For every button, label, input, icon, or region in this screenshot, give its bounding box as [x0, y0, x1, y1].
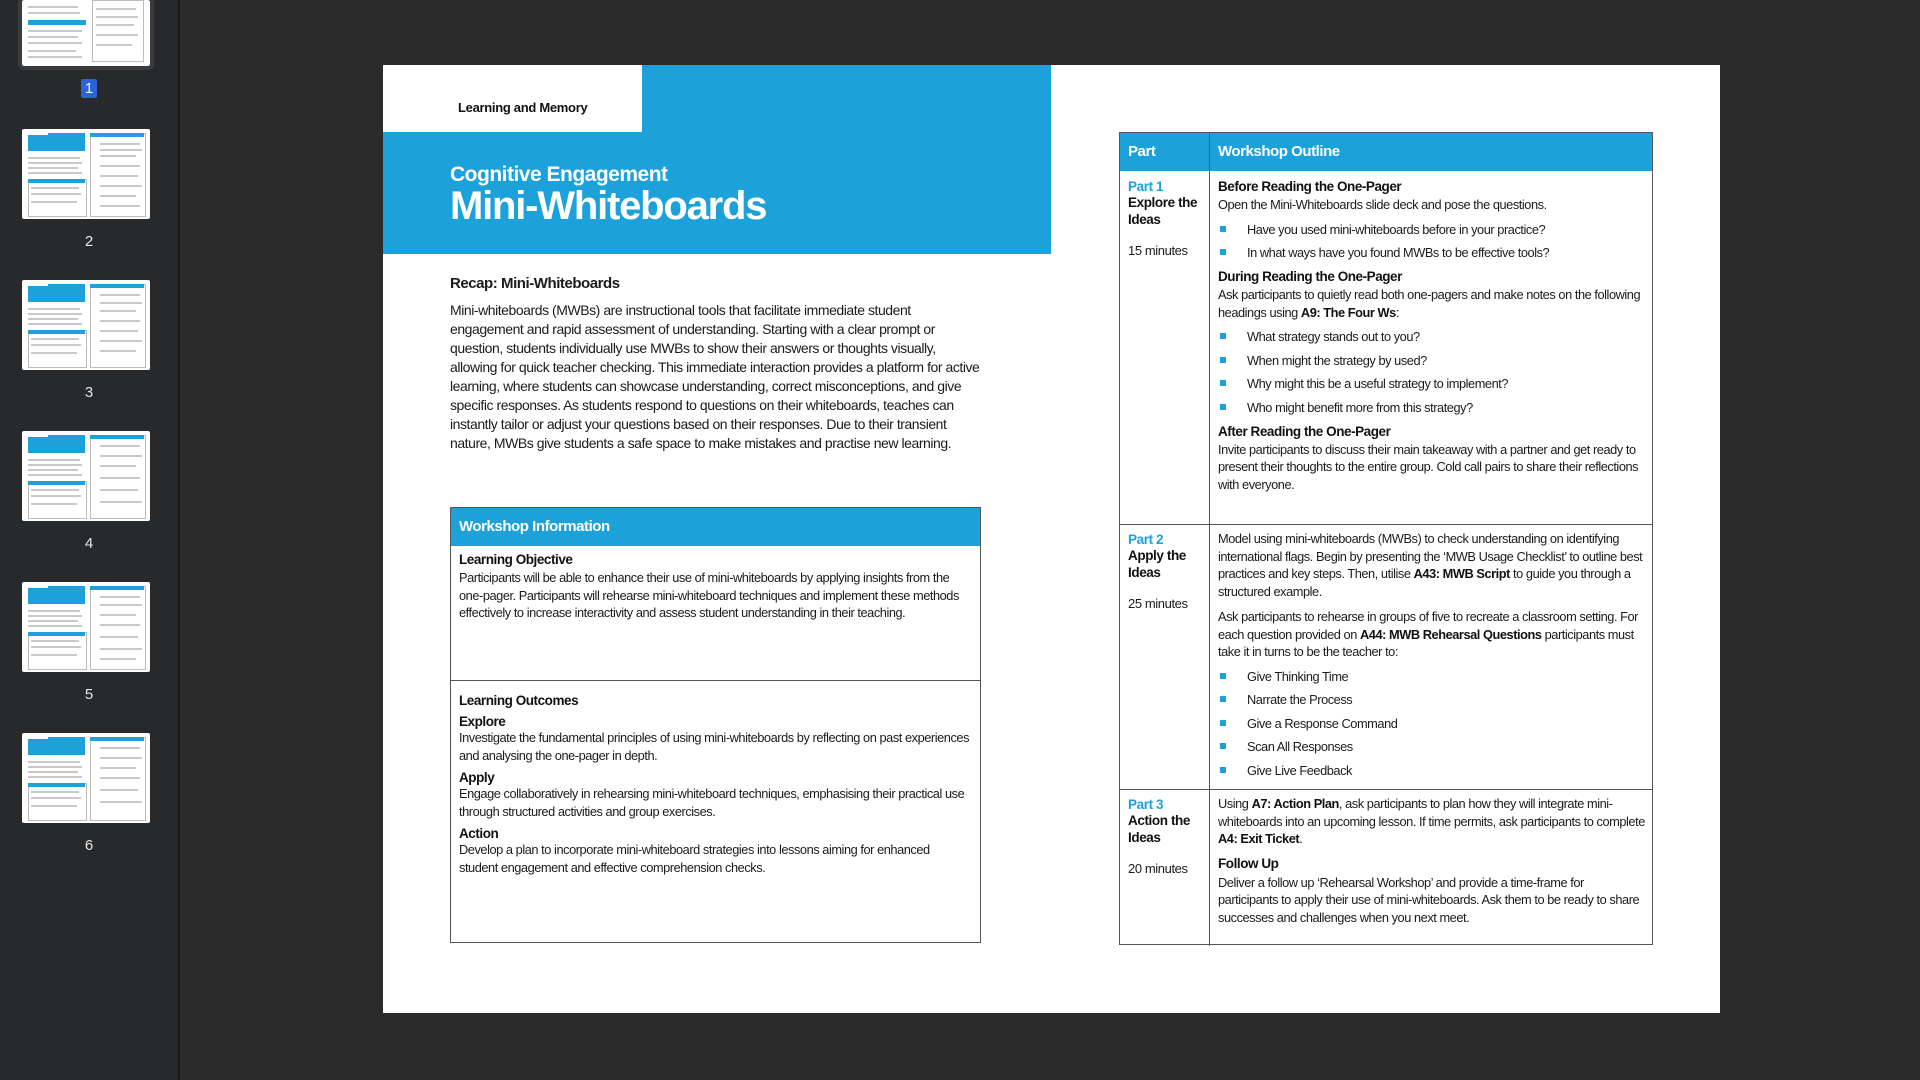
thumbnail-sidebar[interactable]: [0, 0, 180, 1080]
header-banner: [383, 65, 1051, 254]
thumbnail-image[interactable]: [22, 431, 150, 521]
thumbnail-image[interactable]: [22, 733, 150, 823]
before-reading-list: [1218, 221, 1646, 262]
after-reading-heading: After Reading the One-Pager: [1218, 423, 1391, 439]
learning-objective-heading: Learning Objective: [459, 552, 573, 567]
part-2-list: [1218, 668, 1646, 779]
list-item: Why might this be a useful strategy to implement?: [1218, 375, 1646, 392]
part-1-time: 15 minutes: [1128, 243, 1188, 258]
list-item: Give Thinking Time: [1218, 668, 1646, 685]
thumbnail-image[interactable]: [22, 129, 150, 219]
part-2-name: Apply the Ideas: [1128, 548, 1186, 580]
part-2-cell: [1128, 532, 1206, 611]
during-reading-list: [1218, 328, 1646, 416]
thumbnail-image[interactable]: [22, 582, 150, 672]
recap-heading: Recap: Mini-Whiteboards: [450, 275, 620, 292]
apply-body: Engage collaboratively in rehearsing mini-whiteboard techniques, emphasising their practical use through structured activities and group exercises.: [459, 786, 965, 819]
list-item: Give a Response Command: [1218, 715, 1646, 732]
row-divider: [1120, 524, 1652, 525]
part-2-outline: [1218, 530, 1646, 785]
after-reading-body: Invite participants to discuss their main takeaway with a partner and get ready to present their thoughts to the entire group. Cold call pairs to share their reflections with everyone.: [1218, 441, 1639, 492]
list-item: When might the strategy by used?: [1218, 352, 1646, 369]
learning-outcomes-heading: Learning Outcomes: [459, 693, 579, 708]
before-reading-heading: Before Reading the One-Pager: [1218, 179, 1402, 194]
thumbnail-page-number: 2: [84, 233, 94, 250]
workshop-info-box: [450, 507, 981, 943]
list-item: Give Live Feedback: [1218, 762, 1646, 779]
row-divider: [1120, 789, 1652, 790]
list-item: Have you used mini-whiteboards before in your practice?: [1218, 221, 1646, 238]
thumbnail-page-number: 1: [0, 80, 178, 97]
thumbnail-page-number: 6: [84, 837, 94, 854]
part-1-cell: [1128, 179, 1206, 258]
part-1-outline: [1218, 179, 1646, 493]
action-heading: Action: [459, 826, 499, 841]
part-2-label: Part 2: [1128, 532, 1164, 547]
part-1-name: Explore the Ideas: [1128, 195, 1198, 227]
list-item: In what ways have you found MWBs to be effective tools?: [1218, 244, 1646, 261]
workshop-outline-table: [1119, 132, 1653, 945]
info-divider: [451, 680, 980, 681]
during-reading-heading: During Reading the One-Pager: [1218, 269, 1402, 284]
thumbnail-image[interactable]: [22, 0, 150, 66]
explore-body: Investigate the fundamental principles of using mini-whiteboards by reflecting on past experiences and analysing the one-pager in depth.: [459, 730, 970, 763]
part-3-cell: [1128, 797, 1206, 876]
thumbnail-page-number: 4: [84, 535, 94, 552]
part-2-paragraph-1: Model using mini-whiteboards (MWBs) to check understanding on identifying international flags. Begin by presenting the ‘MWB Usage Checklist’ to outline best practices and key steps. Then, utilise A43: MWB Script to guide you through a structured example.: [1218, 531, 1643, 599]
part-1-label: Part 1: [1128, 179, 1164, 194]
outline-header-row: [1120, 133, 1652, 171]
col-outline-header: Workshop Outline: [1218, 143, 1340, 160]
part-3-label: Part 3: [1128, 797, 1164, 812]
part-2-time: 25 minutes: [1128, 596, 1188, 611]
thumbnail-image[interactable]: [22, 280, 150, 370]
list-item: Narrate the Process: [1218, 691, 1646, 708]
list-item: Who might benefit more from this strategy?: [1218, 399, 1646, 416]
part-3-time: 20 minutes: [1128, 861, 1188, 876]
col-part-header: Part: [1128, 143, 1156, 160]
header-tab: [383, 65, 642, 132]
recap-body: Mini-whiteboards (MWBs) are instructional tools that facilitate immediate student engagement and rapid assessment of understanding. Starting with a clear prompt or question, students individually use MWBs to show their answers or thoughts visually, allowing for quick teacher checking. This immediate interaction provides a platform for active learning, where students can showcase understanding, correct misconceptions, and give specific responses. As students respond to questions on their whiteboards, teaches can instantly tailor or adjust your questions based on their responses. Due to their transient nature, MWBs give students a safe space to make mistakes and practise new learning.: [450, 302, 980, 451]
document-page: [383, 65, 1720, 1013]
action-body: Develop a plan to incorporate mini-whiteboard strategies into lessons aiming for enhanced student engagement and effective comprehension checks.: [459, 842, 930, 875]
list-item: Scan All Responses: [1218, 738, 1646, 755]
list-item: What strategy stands out to you?: [1218, 328, 1646, 345]
explore-heading: Explore: [459, 714, 506, 729]
column-divider: [1209, 133, 1210, 946]
follow-up-body: Deliver a follow up ‘Rehearsal Workshop’ and provide a time-frame for participants to apply their use of mini-whiteboards. Ask them to be ready to share successes and challenges when you next meet.: [1218, 874, 1640, 925]
learning-objective-section: [459, 552, 971, 622]
doc-subtitle: Cognitive Engagement: [450, 163, 668, 186]
workshop-info-header: Workshop Information: [451, 508, 980, 546]
during-reading-body: Ask participants to quietly read both one-pagers and make notes on the following headings using A9: The Four Ws:: [1218, 287, 1641, 320]
apply-heading: Apply: [459, 770, 495, 785]
thumbnail-page-number: 5: [84, 686, 94, 703]
follow-up-heading: Follow Up: [1218, 855, 1279, 871]
doc-category: Learning and Memory: [458, 100, 588, 115]
part-3-outline: [1218, 795, 1646, 926]
learning-objective-body: Participants will be able to enhance their use of mini-whiteboards by applying insights from the one-pager. Participants will rehearse mini-whiteboard techniques and implement these methods effectively to increase interactivity and assess student understanding in their teaching.: [459, 570, 959, 620]
part-3-paragraph-1: Using A7: Action Plan, ask participants to plan how they will integrate mini-whiteboards into an upcoming lesson. If time permits, ask participants to complete A4: Exit Ticket.: [1218, 796, 1645, 846]
part-3-name: Action the Ideas: [1128, 813, 1190, 845]
thumbnail-page-number: 3: [84, 384, 94, 401]
learning-outcomes-section: [459, 693, 971, 876]
doc-title: Mini-Whiteboards: [450, 184, 767, 228]
before-reading-body: Open the Mini-Whiteboards slide deck and pose the questions.: [1218, 197, 1547, 212]
part-2-paragraph-2: Ask participants to rehearse in groups of five to recreate a classroom setting. For each question provided on A44: MWB Rehearsal Questions participants must take it in turns to be the teacher to:: [1218, 609, 1638, 659]
